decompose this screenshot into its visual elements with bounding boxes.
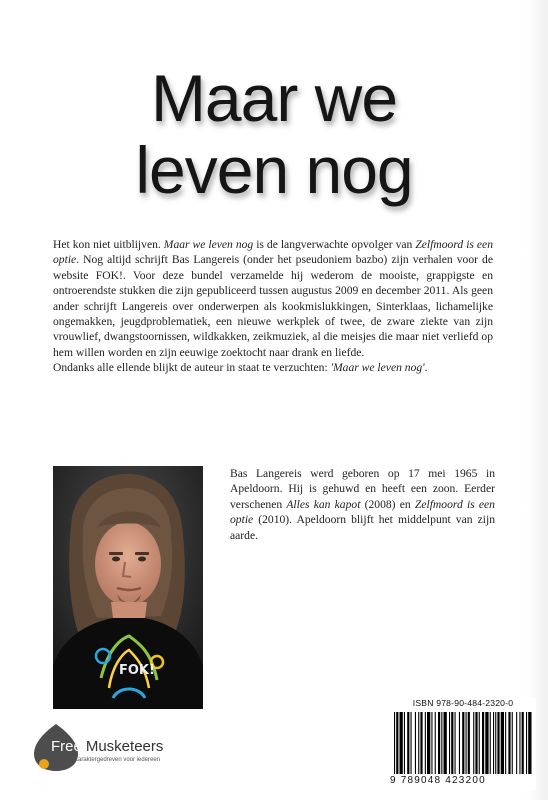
book-title [0,62,548,206]
bio-a: Bas Langereis werd geboren op 17 mei 1965 in Apeldoorn. Hij is gehuwd en heeft een zoon. Eerder verschenen [230,467,495,511]
barcode-bar [431,712,432,774]
barcode-bar [411,712,412,774]
barcode-bar [435,712,436,774]
barcode-bar [394,712,395,774]
bio-book-title-2: Zelfmoord is een optie [230,497,495,527]
blurb-p1-e: . Nog altijd schrijft Bas Langereis (onder het pseudoniem bazbo) zijn verhalen voor de website FOK!. Voor deze bundel verzamelde hij wederom de mooiste, grappigste en ontroerendste stukken die zijn gepubliceerd tussen augustus 2009 en december 2011. Als geen ander schrijft Langereis over onderwerpen als kookmislukkingen, Sinterklaas, lichamelijke ongemakken, jeugdproblematiek, een nieuwe werkplek of twee, de zware ziekte van zijn vrouwlief, dwangstoornissen, wildkakken, zeikmuziek, al die meisjes die maar niet verliefd op hem willen worden en zijn eeuwige zoektocht naar drank en liefde. [53,253,493,359]
barcode-bar [473,712,474,774]
barcode-bars [394,712,532,776]
isbn-barcode [390,698,536,790]
barcode-bar [528,712,531,774]
barcode-bar [490,712,491,774]
barcode-bar [522,712,524,774]
barcode-bar [475,712,477,774]
author-photo [53,466,203,709]
barcode-bar [451,712,453,774]
publisher-name [51,738,163,755]
barcode-bar [462,712,464,774]
blurb-paragraph-2 [53,360,493,375]
publisher-tagline: Karaktergedreven voor iedereen [74,757,161,763]
publisher-logo [32,722,192,772]
bio-e: (2010). Apeldoorn blijft het middelpunt van zijn aarde. [230,513,495,542]
barcode-bar [526,712,527,774]
barcode-bar [425,712,426,774]
barcode-bar [449,712,450,774]
barcode-bar [420,712,422,774]
barcode-bar [485,712,488,774]
barcode-bar [404,712,405,774]
blurb-p1-a: Het kon niet uitblijven. [53,238,164,251]
blurb-p1-previous-title: Zelfmoord is een optie [53,238,493,267]
barcode-bar [441,712,442,774]
barcode-bar [512,712,513,774]
barcode-bar [459,712,460,774]
blurb-p2-quote: 'Maar we leven nog' [330,361,425,375]
barcode-bar [400,712,403,774]
book-title-line-2: leven nog [135,133,413,207]
blurb-paragraph-1 [53,237,493,360]
barcode-bar [418,712,419,774]
blurb-text [53,237,493,376]
author-bio [230,466,495,543]
blurb-p1-c: is de langverwachte opvolger van [253,238,416,251]
barcode-bar [415,712,416,774]
ean-digits: 9 789048 423200 [390,775,486,786]
shirt-text: FOK! [119,663,155,678]
barcode-bar [497,712,499,774]
isbn-label: ISBN 978-90-484-2320-0 [412,698,514,708]
book-title-line-1: Maar we [150,61,398,135]
bio-book-title-1: Alles kan kapot [286,497,361,511]
barcode-bar [407,712,409,774]
barcode-bar [493,712,494,774]
publisher-name-free: Free [51,738,82,755]
barcode-bar [468,712,470,774]
barcode-bar [444,712,447,774]
publisher-name-musketeers: Musketeers [85,738,164,755]
barcode-bar [508,712,510,774]
blurb-p2-a: Ondanks alle ellende blijkt de auteur in staat te verzuchten: [53,361,331,375]
blurb-p2-c: . [424,361,428,375]
barcode-bar [501,712,504,774]
barcode-bar [516,712,517,774]
barcode-bar [427,712,430,774]
author-portrait-image [53,466,203,709]
barcode-bar [438,712,440,774]
barcode-bar [495,712,496,774]
barcode-bar [519,712,520,774]
barcode-bar [479,712,480,774]
barcode-bar [396,712,398,774]
barcode-bar [505,712,506,774]
bio-c: (2008) en [360,497,415,511]
blurb-p1-title: Maar we leven nog [163,238,254,251]
author-bio-paragraph [230,466,495,543]
barcode-bar [466,712,467,774]
barcode-bar [482,712,484,774]
barcode-bar [455,712,456,774]
